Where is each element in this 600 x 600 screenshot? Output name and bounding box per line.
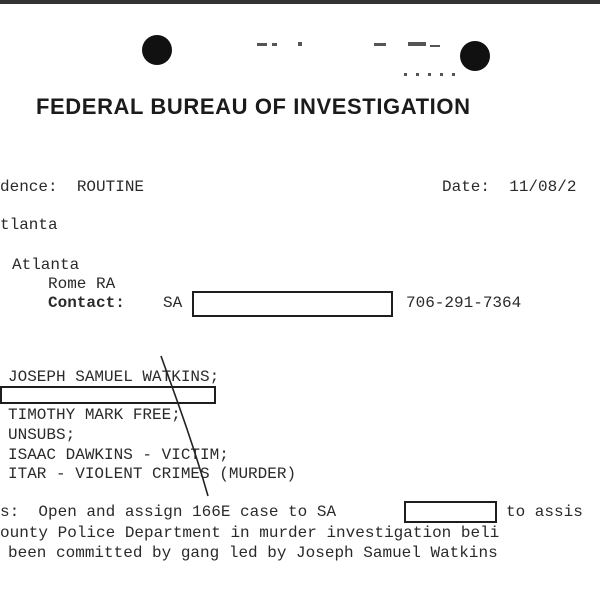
caption-line-unsubs: UNSUBS;: [8, 426, 76, 444]
synopsis-line-1: s: Open and assign 166E case to SA: [0, 503, 337, 521]
caption-line-victim: ISAAC DAWKINS - VICTIM;: [8, 446, 229, 464]
office-field: Rome RA: [48, 275, 116, 293]
precedence-field: dence: ROUTINE: [0, 178, 145, 196]
contact-label: Contact:: [48, 294, 125, 312]
caption-line-classification: ITAR - VIOLENT CRIMES (MURDER): [8, 465, 297, 483]
caption-line-watkins: JOSEPH SAMUEL WATKINS;: [8, 368, 220, 386]
redaction-box-synopsis: [404, 501, 497, 523]
from-field: tlanta: [0, 216, 58, 234]
synopsis-line-1-tail: to assis: [506, 503, 583, 521]
to-field: Atlanta: [12, 256, 80, 274]
date-field: Date: 11/08/2: [442, 178, 577, 196]
contact-phone: 706-291-7364: [406, 294, 522, 312]
contact-sa-label: SA: [163, 294, 183, 312]
document-title: FEDERAL BUREAU OF INVESTIGATION: [36, 94, 471, 119]
synopsis-line-2: ounty Police Department in murder investigation beli: [0, 524, 500, 542]
caption-line-free: TIMOTHY MARK FREE;: [8, 406, 181, 424]
synopsis-line-3: been committed by gang led by Joseph Samuel Watkins: [8, 544, 498, 562]
